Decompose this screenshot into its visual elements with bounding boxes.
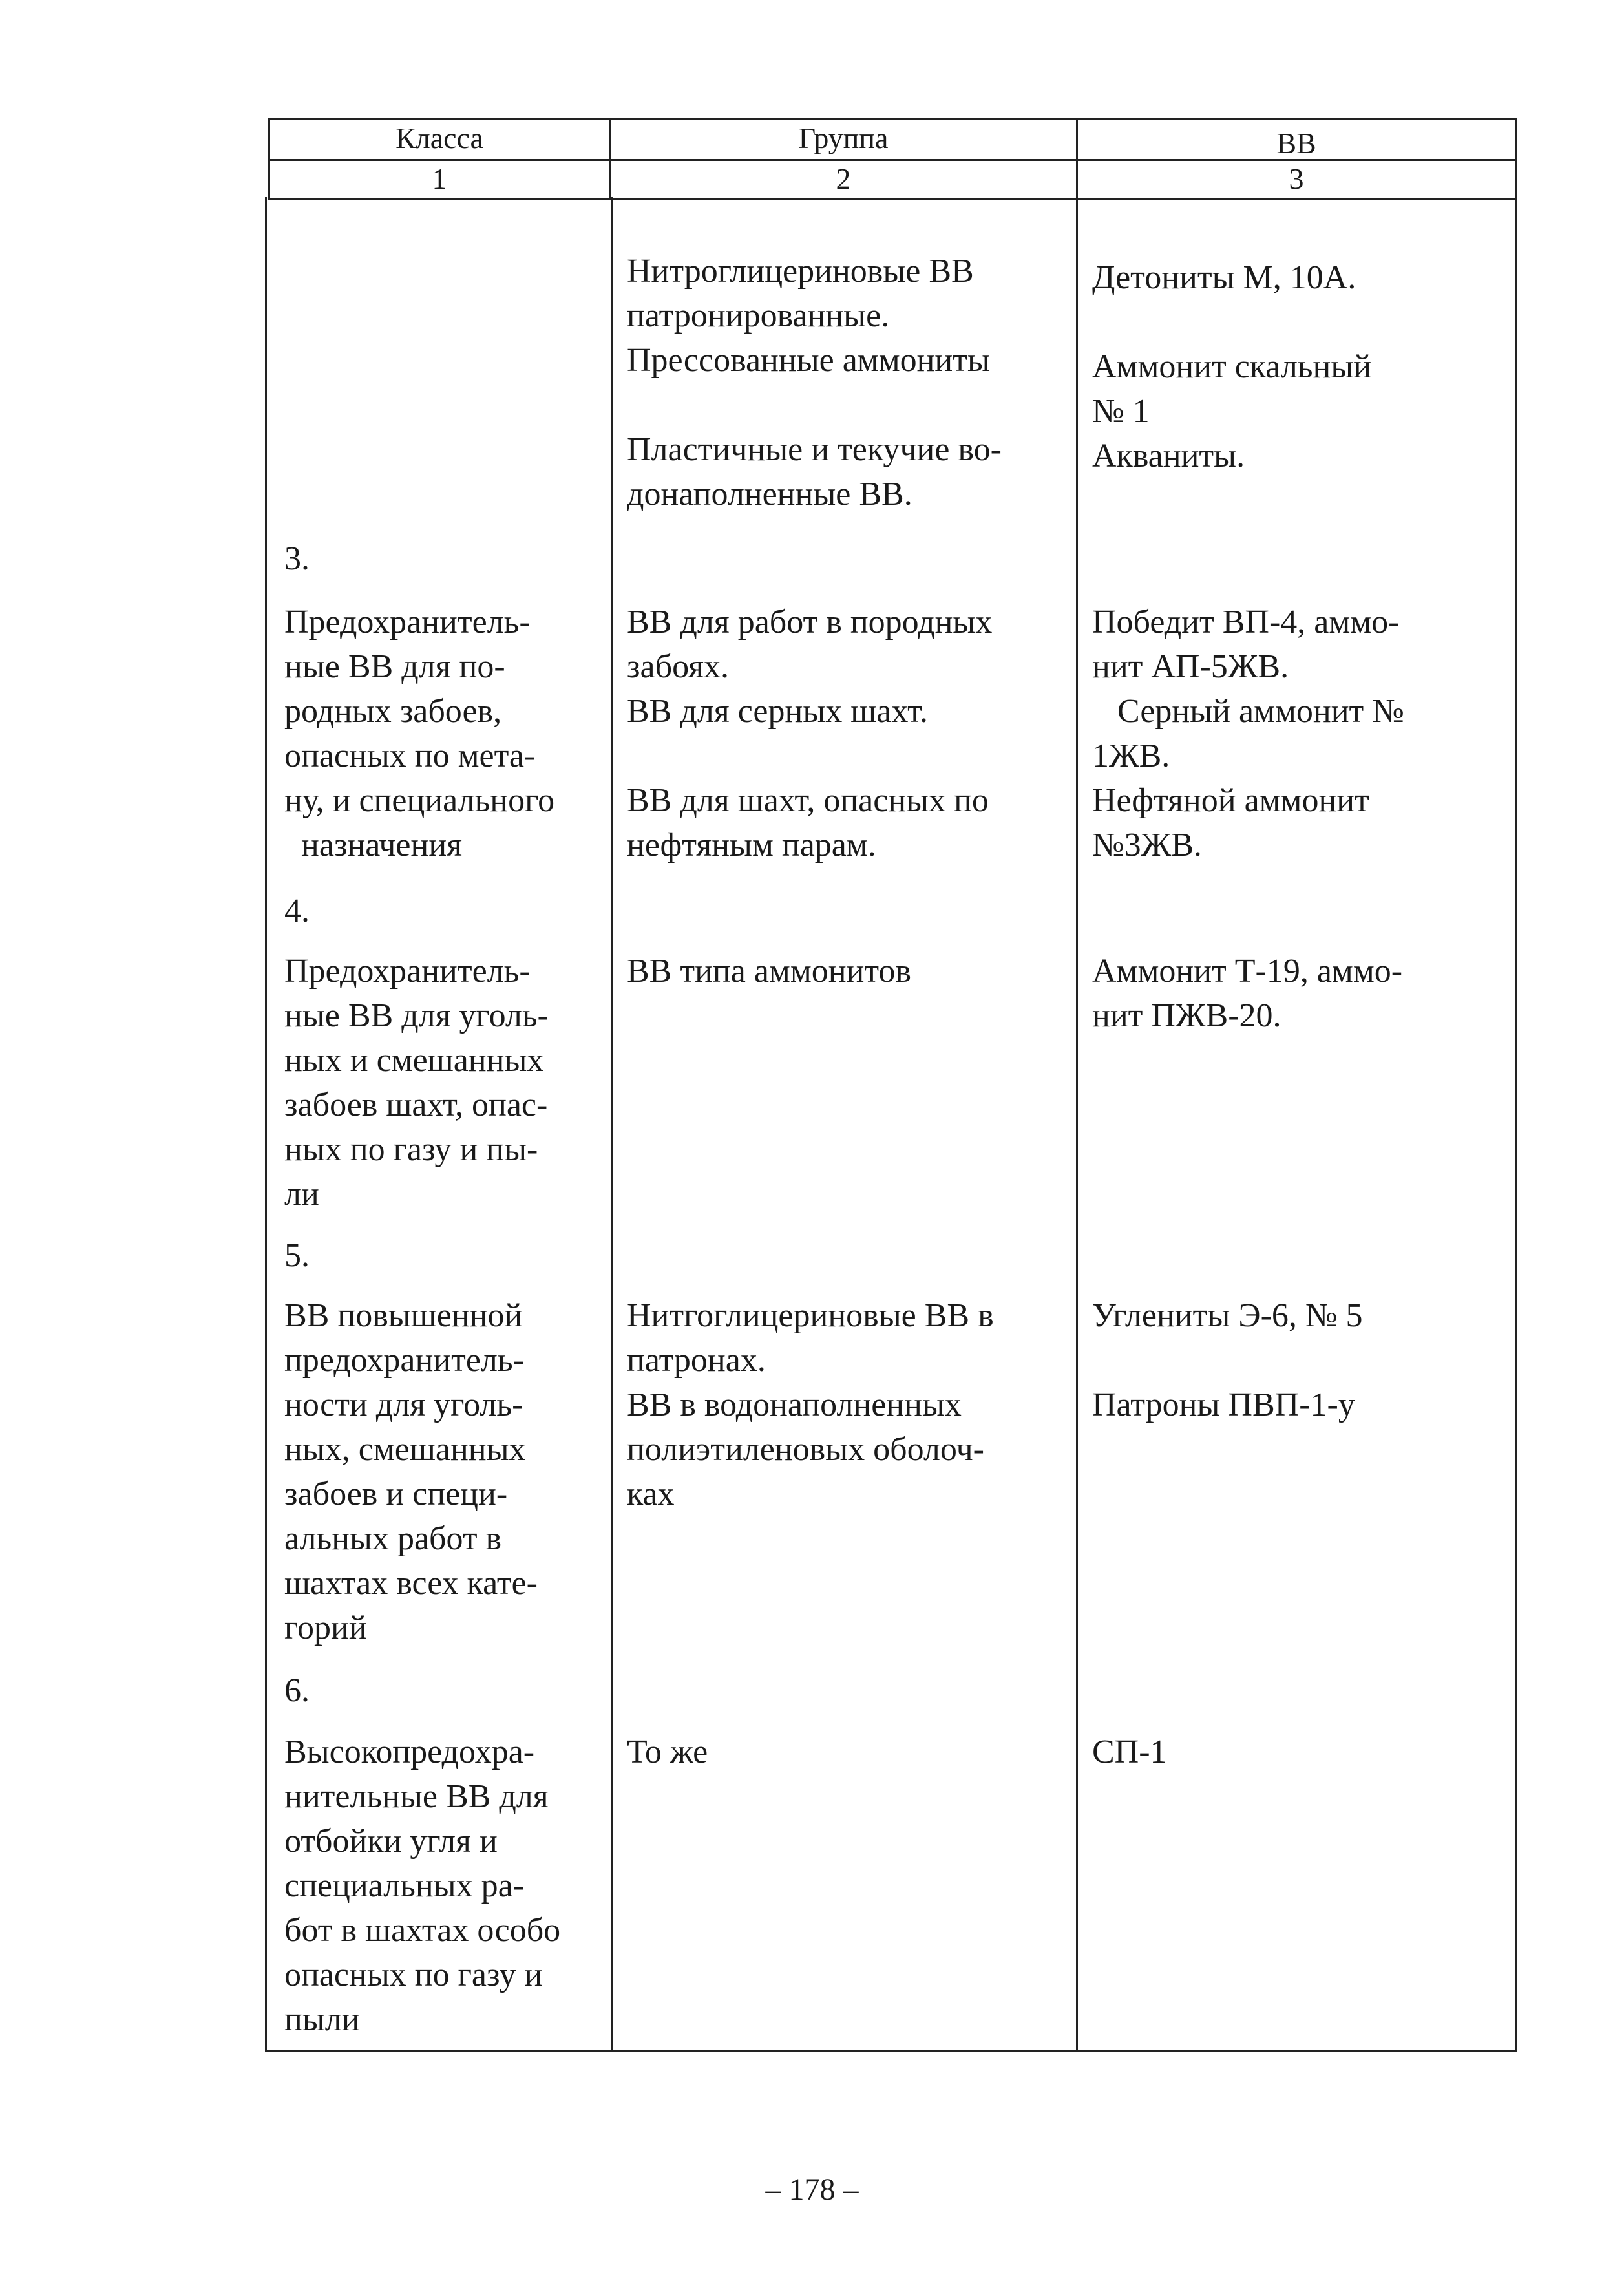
row0-vv: Детониты М, 10А. Аммонит скальный № 1 Акваниты. — [1092, 259, 1372, 474]
table-header — [268, 118, 1517, 200]
row6-vv: СП-1 — [1092, 1734, 1167, 1770]
row5-class: ВВ повышенной предохранитель- ности для уголь- ных, смешанных забоев и специ- альных работ в шахтах всех кате- горий — [284, 1297, 538, 1646]
header-group: Группа — [611, 120, 1078, 159]
row-number-5: 5. — [284, 1237, 310, 1274]
header-num-2: 2 — [611, 161, 1078, 198]
header-class: Класса — [270, 120, 611, 159]
row-number-3: 3. — [284, 540, 310, 577]
row-number-4: 4. — [284, 893, 310, 929]
header-num-3: 3 — [1289, 162, 1304, 195]
row6-class: Высокопредохра- нительные ВВ для отбойки угля и специальных ра- бот в шахтах особо опасных по газу и пыли — [284, 1734, 561, 2038]
page-number: – 178 – — [765, 2172, 859, 2207]
row3-vv: Победит ВП-4, аммо- нит АП-5ЖВ. Серный аммонит № 1ЖВ. Нефтяной аммонит №3ЖВ. — [1092, 604, 1404, 864]
row-number-6: 6. — [284, 1672, 310, 1709]
row5-vv: Углениты Э-6, № 5 Патроны ПВП-1-у — [1092, 1297, 1363, 1423]
header-num-1: 1 — [270, 161, 611, 198]
row3-class: Предохранитель- ные ВВ для по- родных забоев, опасных по мета- ну, и специального назначения — [284, 604, 555, 864]
header-title-row — [270, 120, 1515, 161]
row4-class: Предохранитель- ные ВВ для уголь- ных и смешанных забоев шахт, опас- ных по газу и пы- ли — [284, 953, 549, 1213]
row0-group: Нитроглицериновые ВВ патронированные. Прессованные аммониты Пластичные и текучие во- донаполненные ВВ. — [627, 253, 1002, 513]
column-divider-2 — [1076, 197, 1078, 2050]
header-number-row — [270, 161, 1515, 198]
header-vv: ВВ — [1276, 127, 1316, 160]
column-divider-1 — [611, 197, 613, 2050]
row6-group: То же — [627, 1734, 708, 1770]
row5-group: Нитгоглицериновые ВВ в патронах. ВВ в водонаполненных полиэтиленовых оболоч- ках — [627, 1297, 994, 1512]
row4-vv: Аммонит Т-19, аммо- нит ПЖВ-20. — [1092, 953, 1403, 1034]
row3-group: ВВ для работ в породных забоях. ВВ для серных шахт. ВВ для шахт, опасных по нефтяным парам. — [627, 604, 993, 864]
row4-group: ВВ типа аммонитов — [627, 953, 911, 990]
